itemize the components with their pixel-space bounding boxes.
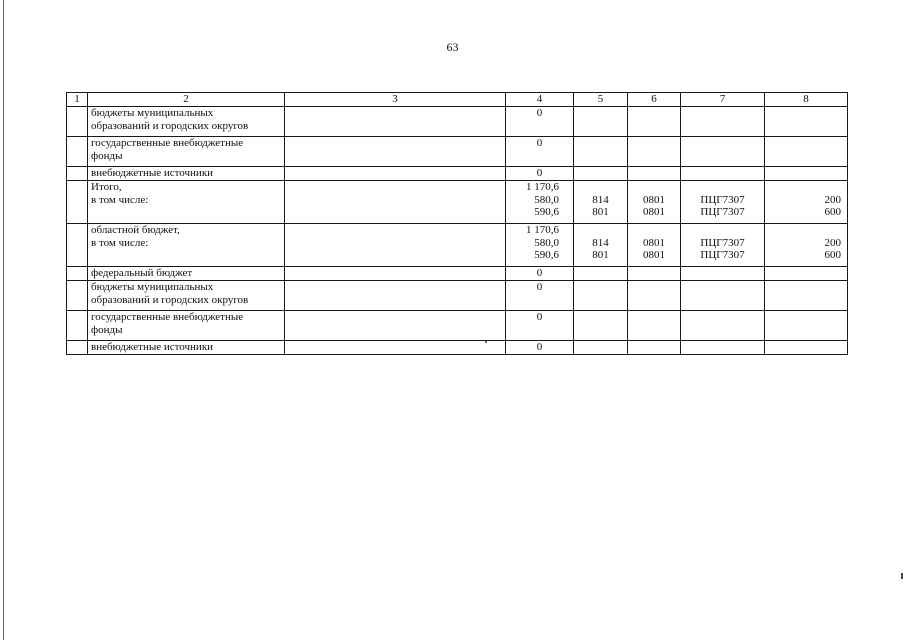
table-cell: ПЦГ7307 ПЦГ7307: [681, 224, 765, 267]
column-header: 2: [88, 93, 285, 107]
table-cell: ПЦГ7307 ПЦГ7307: [681, 181, 765, 224]
table-cell: [67, 267, 88, 281]
table-row: [67, 281, 848, 311]
table-cell: [67, 137, 88, 167]
table-cell: [285, 107, 506, 137]
table-cell: [681, 281, 765, 311]
table-cell: [765, 281, 848, 311]
table-cell: [628, 267, 681, 281]
table-cell: [285, 167, 506, 181]
table-cell: [628, 341, 681, 355]
table-cell: 0: [506, 167, 574, 181]
table-cell: [67, 181, 88, 224]
column-header: 4: [506, 93, 574, 107]
table-cell: [285, 224, 506, 267]
table-cell: федеральный бюджет: [88, 267, 285, 281]
table-cell: [628, 311, 681, 341]
table-cell: [765, 137, 848, 167]
table-cell: государственные внебюджетные фонды: [88, 311, 285, 341]
table-cell: [574, 137, 628, 167]
table-cell: [67, 281, 88, 311]
table-cell: [681, 267, 765, 281]
table-cell: [681, 341, 765, 355]
table-cell: [67, 107, 88, 137]
table-cell: областной бюджет, в том числе:: [88, 224, 285, 267]
table-cell: 0: [506, 281, 574, 311]
table-row: [67, 311, 848, 341]
table-cell: 814 801: [574, 224, 628, 267]
table-row: [67, 267, 848, 281]
table-cell: [285, 137, 506, 167]
table-cell: [574, 281, 628, 311]
table-cell: [765, 167, 848, 181]
table-cell: [67, 167, 88, 181]
table-cell: [628, 107, 681, 137]
table-cell: [285, 311, 506, 341]
column-header: 6: [628, 93, 681, 107]
column-header: 3: [285, 93, 506, 107]
table-cell: [681, 311, 765, 341]
table-cell: бюджеты муниципальных образований и городских округов: [88, 281, 285, 311]
table-cell: государственные внебюджетные фонды: [88, 137, 285, 167]
table-row: [67, 137, 848, 167]
column-header: 8: [765, 93, 848, 107]
table-cell: [628, 167, 681, 181]
scan-speck: [485, 341, 487, 343]
table-cell: 1 170,6 580,0 590,6: [506, 181, 574, 224]
column-header: 7: [681, 93, 765, 107]
table-cell: [67, 311, 88, 341]
table-cell: внебюджетные источники: [88, 167, 285, 181]
table-cell: [628, 137, 681, 167]
budget-table: [66, 92, 848, 355]
page-number: 63: [446, 40, 459, 54]
table-cell: [628, 281, 681, 311]
table-row: [67, 181, 848, 224]
table-cell: 200 600: [765, 224, 848, 267]
table-cell: [285, 267, 506, 281]
table-cell: [574, 341, 628, 355]
table-cell: [574, 107, 628, 137]
table-cell: [574, 267, 628, 281]
table-cell: 200 600: [765, 181, 848, 224]
column-header: 5: [574, 93, 628, 107]
table-cell: [67, 341, 88, 355]
table-cell: [285, 341, 506, 355]
table-row: [67, 341, 848, 355]
table-row: [67, 167, 848, 181]
margin-mark: [901, 573, 903, 579]
table-header-row: [67, 93, 848, 107]
table-cell: 0: [506, 311, 574, 341]
table-row: [67, 107, 848, 137]
table-cell: 0801 0801: [628, 224, 681, 267]
table-cell: бюджеты муниципальных образований и городских округов: [88, 107, 285, 137]
table-cell: Итого, в том числе:: [88, 181, 285, 224]
table-cell: [681, 137, 765, 167]
table-cell: 0: [506, 137, 574, 167]
table-cell: 0801 0801: [628, 181, 681, 224]
table-cell: [765, 341, 848, 355]
table-cell: [765, 311, 848, 341]
table-cell: 1 170,6 580,0 590,6: [506, 224, 574, 267]
table-cell: [574, 311, 628, 341]
table-cell: [681, 167, 765, 181]
table-cell: 0: [506, 267, 574, 281]
column-header: 1: [67, 93, 88, 107]
table-cell: [681, 107, 765, 137]
table-cell: 0: [506, 107, 574, 137]
page-left-edge: [3, 0, 4, 640]
table-row: [67, 224, 848, 267]
table-cell: [285, 281, 506, 311]
table-cell: 814 801: [574, 181, 628, 224]
table-cell: [765, 267, 848, 281]
table-cell: 0: [506, 341, 574, 355]
table-cell: [67, 224, 88, 267]
table-cell: [574, 167, 628, 181]
table-cell: [285, 181, 506, 224]
table-cell: внебюджетные источники: [88, 341, 285, 355]
table-cell: [765, 107, 848, 137]
